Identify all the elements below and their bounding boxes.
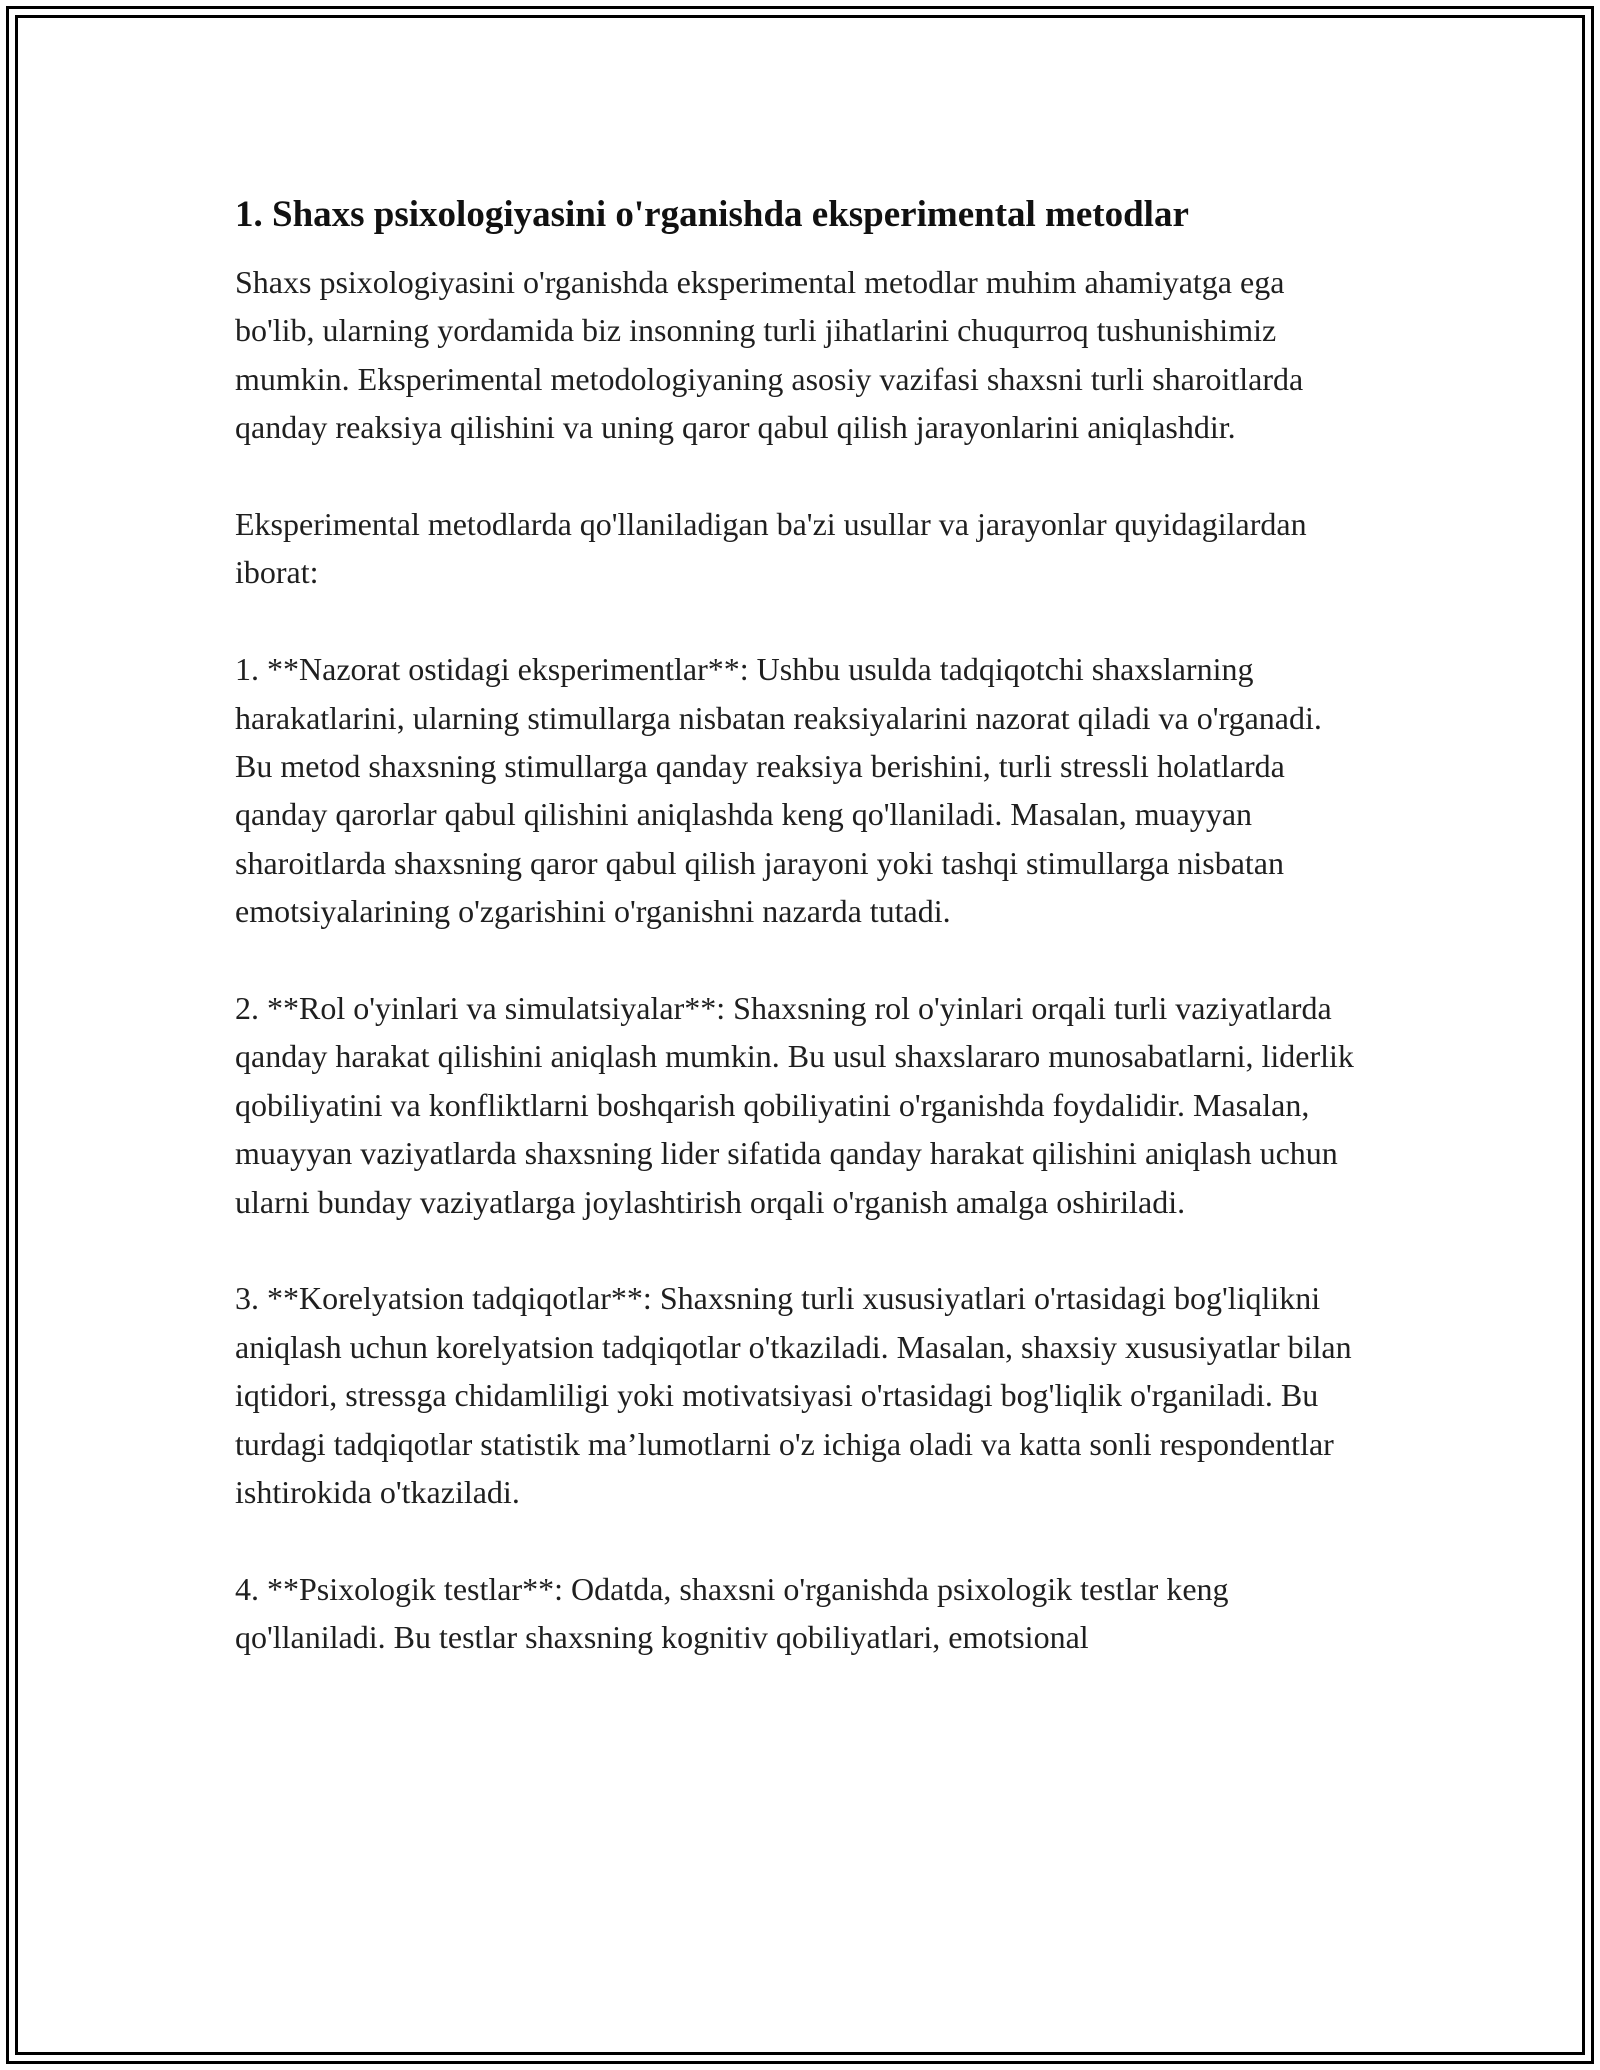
document-title: 1. Shaxs psixologiyasini o'rganishda eksperimental metodlar bbox=[235, 194, 1189, 235]
document-body bbox=[235, 190, 1365, 1662]
paragraph-methods-lead: Eksperimental metodlarda qo'llaniladigan ba'zi usullar va jarayonlar quyidagilardan iborat: bbox=[235, 506, 1307, 591]
paragraph-intro: Shaxs psixologiyasini o'rganishda eksperimental metodlar muhim ahamiyatga ega bo'lib, ularning yordamida biz insonning turli jihatlarini chuqurroq tushunishimiz mumkin. Eksperimental metodologiyaning asosiy vazifasi shaxsni turli sharoitlarda qanday reaksiya qilishini va uning qaror qabul qilish jarayonlarini aniqlashdir. bbox=[235, 264, 1304, 446]
paragraph-psych-tests: 4. **Psixologik testlar**: Odatda, shaxsni o'rganishda psixologik testlar keng qo'llaniladi. Bu testlar shaxsning kognitiv qobiliyatlari, emotsional bbox=[235, 1570, 1229, 1656]
paragraph-controlled-experiments: 1. **Nazorat ostidagi eksperimentlar**: Ushbu usulda tadqiqotchi shaxslarning harakatlarini, ularning stimullarga nisbatan reaksiyalarini nazorat qiladi va o'rganadi. Bu metod shaxsning stimullarga qanday reaksiya berishini, turli stressli holatlarda qanday qarorlar qabul qilishini aniqlashda keng qo'llaniladi. Masalan, muayyan sharoitlarda shaxsning qaror qabul qilish jarayoni yoki tashqi stimullarga nisbatan emotsiyalarining o'zgarishini o'rganishni nazarda tutadi. bbox=[235, 651, 1322, 930]
paragraph-role-play: 2. **Rol o'yinlari va simulatsiyalar**: Shaxsning rol o'yinlari orqali turli vaziyatlarda qanday harakat qilishini aniqlash mumkin. Bu usul shaxslararo munosabatlarni, liderlik qobiliyatini va konfliktlarni boshqarish qobiliyatini o'rganishda foydalidir. Masalan, muayyan vaziyatlarda shaxsning lider sifatida qanday harakat qilishini aniqlash uchun ularni bunday vaziyatlarga joylashtirish orqali o'rganish amalga oshiriladi. bbox=[235, 990, 1354, 1220]
paragraph-correlational: 3. **Korelyatsion tadqiqotlar**: Shaxsning turli xususiyatlari o'rtasidagi bog'liqlikni aniqlash uchun korelyatsion tadqiqotlar o'tkaziladi. Masalan, shaxsiy xususiyatlar bilan iqtidori, stressga chidamliligi yoki motivatsiyasi o'rtasidagi bog'liqlik o'rganiladi. Bu turdagi tadqiqotlar statistik ma’lumotlarni o'z ichiga oladi va katta sonli respondentlar ishtirokida o'tkaziladi. bbox=[235, 1280, 1352, 1511]
